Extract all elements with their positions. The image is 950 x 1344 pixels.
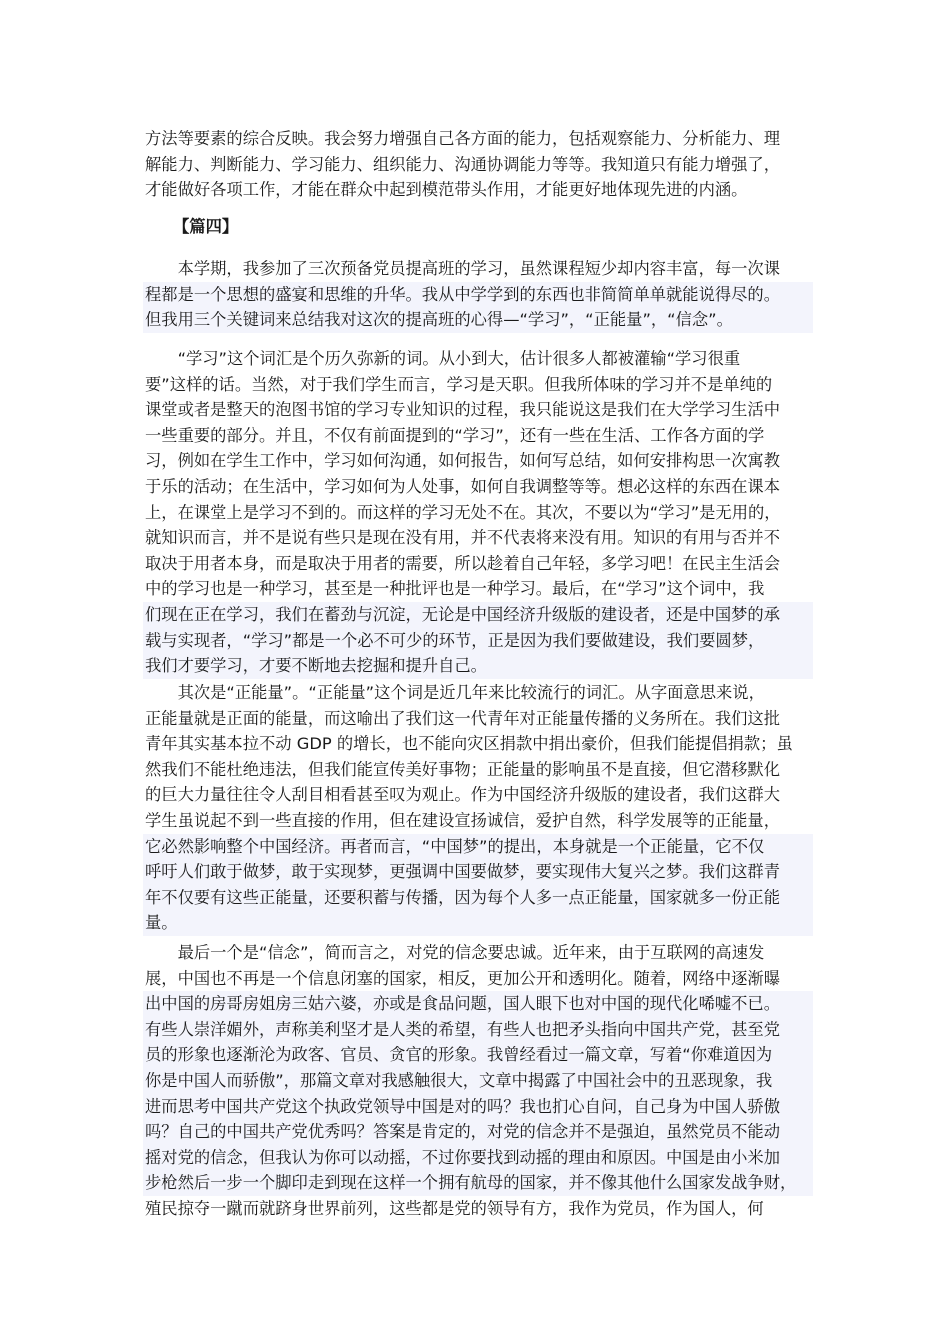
text-line: 有些人崇洋媚外，声称美利坚才是人类的希望，有些人也把矛头指向中国共产党，甚至党 (143, 1017, 813, 1043)
text-line: 就知识而言，并不是说有些只是现在没有用，并不代表将来没有用。知识的有用与否并不 (145, 528, 780, 548)
text-line: 但我用三个关键词来总结我对这次的提高班的心得—“学习”，“正能量”，“信念”。 (143, 307, 813, 333)
text-line: 要”这样的话。当然，对于我们学生而言，学习是天职。但我所体味的学习并不是单纯的 (145, 374, 773, 394)
text-line: 最后一个是“信念”，简而言之，对党的信念要忠诚。近年来，由于互联网的高速发 (145, 943, 765, 962)
text-line: “学习”这个词汇是个历久弥新的词。从小到大，估计很多人都被灌输“学习很重 (145, 349, 741, 368)
text-line: 你是中国人而骄傲”，那篇文章对我感触很大，文章中揭露了中国社会中的丑恶现象，我 (143, 1068, 813, 1094)
text-line: 我们才要学习，才要不断地去挖掘和提升自己。 (143, 653, 813, 679)
text-line: 解能力、判断能力、学习能力、组织能力、沟通协调能力等等。我知道只有能力增强了， (145, 154, 780, 174)
paragraph-5 (143, 940, 813, 1222)
text-line: 载与实现者，“学习”都是一个必不可少的环节，正是因为我们要做建设，我们要圆梦， (143, 628, 813, 654)
text-line: 进而思考中国共产党这个执政党领导中国是对的吗？我也扪心自问，自己身为中国人骄傲 (143, 1094, 813, 1120)
text-line: 一些重要的部分。并且，不仅有前面提到的“学习”，还有一些在生活、工作各方面的学 (145, 425, 765, 445)
text-line: 程都是一个思想的盛宴和思维的升华。我从中学学到的东西也非简简单单就能说得尽的。 (143, 282, 813, 308)
text-line: 其次是“正能量”。“正能量”这个词是近几年来比较流行的词汇。从字面意思来说， (145, 683, 765, 702)
text-line: 于乐的活动；在生活中，学习如何为人处事，如何自我调整等等。想必这样的东西在课本 (145, 476, 780, 496)
text-line: 年不仅要有这些正能量，还要积蓄与传播，因为每个人多一点正能量，国家就多一份正能 (143, 885, 813, 911)
text-line: 殖民掠夺一蹴而就跻身世界前列，这些都是党的领导有方，我作为党员，作为国人，何 (145, 1198, 764, 1218)
text-line: 学生虽说起不到一些直接的作用，但在建设宣扬诚信，爱护自然，科学发展等的正能量， (145, 810, 780, 830)
text-line: 展，中国也不再是一个信息闭塞的国家，相反，更加公开和透明化。随着，网络中逐渐曝 (145, 968, 780, 988)
text-line: 本学期，我参加了三次预备党员提高班的学习，虽然课程短少却内容丰富，每一次课 (145, 259, 780, 278)
text-line: 然我们不能杜绝违法，但我们能宣传美好事物；正能量的影响虽不是直接，但它潜移默化 (145, 759, 780, 779)
paragraph-3 (143, 346, 813, 679)
text-line: 上，在课堂上是学习不到的。而这样的学习无处不在。其次，不要以为“学习”是无用的， (145, 502, 781, 522)
text-line: 中的学习也是一种学习，甚至是一种批评也是一种学习。最后，在“学习”这个词中，我 (145, 579, 765, 599)
text-line: 摇对党的信念，但我认为你可以动摇，不过你要找到动摇的理由和原因。中国是由小米加 (143, 1145, 813, 1171)
text-line: 量。 (143, 910, 813, 936)
text-line: 的巨大力量往往令人刮目相看甚至叹为观止。作为中国经济升级版的建设者，我们这群大 (145, 785, 780, 805)
text-line: 呼吁人们敢于做梦，敢于实现梦，更强调中国要做梦，要实现伟大复兴之梦。我们这群青 (143, 859, 813, 885)
text-line: 才能做好各项工作，才能在群众中起到模范带头作用，才能更好地体现先进的内涵。 (145, 180, 748, 200)
text-line: 方法等要素的综合反映。我会努力增强自己各方面的能力，包括观察能力、分析能力、理 (145, 129, 780, 148)
text-line: 正能量就是正面的能量，而这喻出了我们这一代青年对正能量传播的义务所在。我们这批 (145, 708, 780, 728)
paragraph-2 (143, 256, 813, 333)
text-line: 取决于用者本身，而是取决于用者的需要，所以趁着自己年轻，多学习吧！在民主生活会 (145, 553, 780, 573)
text-line: 们现在正在学习，我们在蓄劲与沉淀，无论是中国经济升级版的建设者，还是中国梦的承 (143, 602, 813, 628)
text-line: 习，例如在学生工作中，学习如何沟通，如何报告，如何写总结，如何安排构思一次寓教 (145, 451, 780, 471)
text-line: 吗？自己的中国共产党优秀吗？答案是肯定的，对党的信念并不是强迫，虽然党员不能动 (143, 1119, 813, 1145)
text-line: 步枪然后一步一个脚印走到现在这样一个拥有航母的国家，并不像其他什么国家发战争财， (143, 1170, 813, 1196)
paragraph-1 (143, 126, 813, 203)
section-heading: 【篇四】 (173, 217, 239, 236)
paragraph-4 (143, 680, 813, 936)
text-line: 它必然影响整个中国经济。再者而言，“中国梦”的提出，本身就是一个正能量，它不仅 (143, 834, 813, 860)
text-line: 出中国的房哥房姐房三姑六婆，亦或是食品问题，国人眼下也对中国的现代化唏嘘不已。 (143, 991, 813, 1017)
text-line: 课堂或者是整天的泡图书馆的学习专业知识的过程，我只能说这是我们在大学学习生活中 (145, 400, 780, 420)
text-line: 员的形象也逐渐沦为政客、官员、贪官的形象。我曾经看过一篇文章，写着“你难道因为 (143, 1042, 813, 1068)
text-line: 青年其实基本拉不动 GDP 的增长，也不能向灾区捐款中捐出豪价，但我们能提倡捐款；虽 (145, 734, 793, 754)
